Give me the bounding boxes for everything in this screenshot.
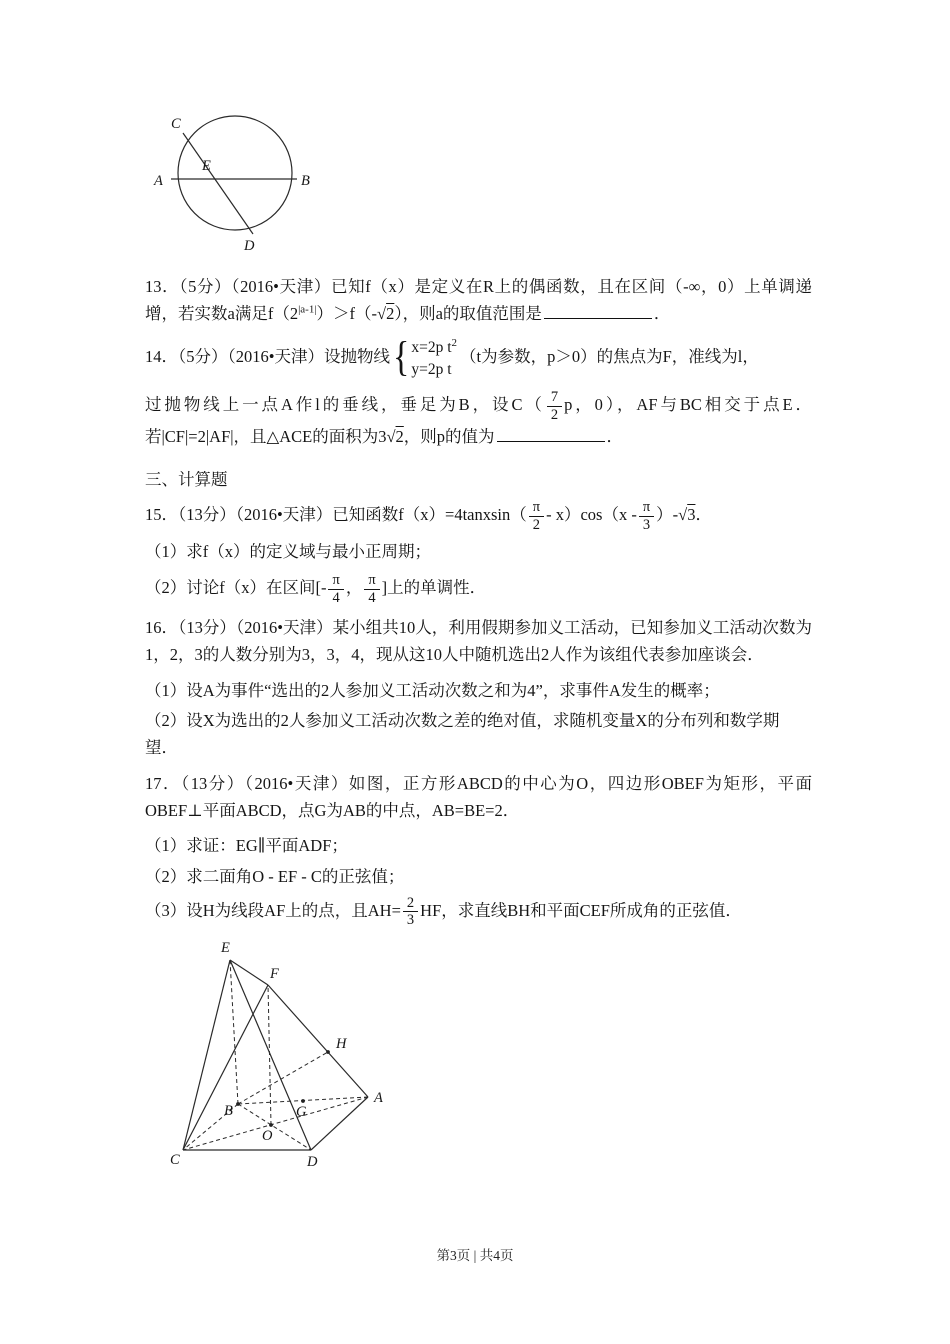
q13-exponent: |a-1| [298, 303, 317, 316]
question-14 [145, 336, 812, 380]
question-16-part-2: （2）设X为选出的2人参加义工活动次数之差的绝对值，求随机变量X的分布列和数学期望． [145, 711, 780, 758]
question-17-part-3 [145, 895, 812, 929]
label-O: O [262, 1128, 273, 1145]
fraction-denominator: 2 [532, 516, 541, 533]
label-E: E [202, 158, 211, 174]
question-17-part-1: （1）求证：EG∥平面ADF； [145, 836, 348, 856]
fraction-numerator: π [529, 499, 544, 517]
fraction-denominator: 3 [642, 516, 651, 533]
edge-FC [183, 985, 268, 1150]
question-13 [145, 274, 812, 327]
fraction-pi-3 [639, 499, 654, 533]
equation-x-exponent: 2 [451, 337, 458, 350]
fraction-denominator: 3 [406, 912, 415, 929]
radicand: 2 [395, 426, 404, 446]
label-C: C [170, 1152, 180, 1169]
left-brace: { [393, 334, 410, 381]
question-16: 16．（13分）（2016•天津）某小组共10人，利用假期参加义工活动，已知参加义工活动次数为1，2，3的人数分别为3，3，4，现从这10人中随机选出2人作为该组代表参加座谈会． [145, 618, 812, 665]
fraction-numerator: π [364, 572, 379, 590]
q15-text-3: ）- [656, 504, 679, 524]
q13-text-4: ． [653, 303, 671, 323]
q15-text-1: 15．（13分）（2016•天津）已知函数f（x）=4tanxsin（ [145, 504, 527, 524]
point-H [326, 1050, 330, 1054]
q13-answer-blank [544, 302, 652, 319]
q15-text-4: ． [695, 504, 712, 524]
edge-FA [268, 985, 368, 1097]
label-F: F [270, 966, 279, 983]
point-G [301, 1099, 305, 1103]
fraction-numerator: π [639, 499, 654, 517]
point-dots [236, 1050, 330, 1127]
q15-part2-text-2: ， [345, 577, 363, 597]
equation-lines [411, 336, 457, 380]
solid-edges [183, 960, 368, 1150]
label-B: B [301, 173, 310, 189]
question-15-part-1: （1）求f（x）的定义域与最小正周期； [145, 542, 431, 562]
section-3-heading: 三、计算题 [145, 469, 228, 489]
label-A: A [154, 173, 163, 189]
point-O [269, 1123, 273, 1127]
radical-sign: √ [678, 504, 688, 524]
question-16-part-1: （1）设A为事件“选出的2人参加义工活动次数之和为4”，求事件A发生的概率； [145, 680, 720, 700]
edge-CE [183, 960, 230, 1150]
parametric-equations [393, 336, 457, 380]
chord-CD [183, 133, 253, 234]
equation-y: y=2p t [411, 360, 452, 378]
equation-x-body: x=2p t [411, 339, 452, 357]
q13-text-2: ）＞f（- [316, 303, 378, 323]
radical-sign: √ [377, 303, 387, 323]
q13-text-1: 13．（5分）（2016•天津）已知f（x）是定义在R上的偶函数，且在区间（-∞，0）上单调递增，若实数a满足f（2 [145, 277, 812, 323]
equation-x [411, 336, 457, 359]
solid-figure [153, 937, 405, 1179]
q14-text-6: ． [606, 426, 624, 446]
question-17-part-2: （2）求二面角O - EF - C的正弦值； [145, 867, 405, 887]
q15-part2-text-1: （2）讨论f（x）在区间[- [145, 577, 327, 597]
segment-BH [238, 1052, 328, 1104]
label-D: D [244, 238, 255, 254]
radicand: 2 [386, 303, 395, 323]
circle-outline [178, 116, 292, 230]
sqrt-2-expression [377, 304, 394, 323]
q14-text-2: （t为参数，p＞0）的焦点为F，准线为l， [460, 347, 759, 367]
fraction-denominator: 4 [332, 589, 340, 606]
q13-text-3: ），则a的取值范围是 [394, 303, 542, 323]
solid-hidden-edges [183, 960, 368, 1150]
label-B: B [224, 1103, 233, 1120]
circle-figure [147, 106, 319, 258]
page-footer: 第3页 | 共4页 [436, 1248, 514, 1263]
edge-BE-hidden [230, 960, 238, 1104]
q14-text-1: 14．（5分）（2016•天津）设抛物线 [145, 347, 391, 367]
fraction-pi-4 [364, 572, 379, 606]
q14-answer-blank [497, 425, 605, 442]
fraction-denominator: 4 [368, 589, 376, 606]
q17-part3-text-1: （3）设H为线段AF上的点，且AH= [145, 900, 401, 920]
q15-part2-text-3: ]上的单调性． [381, 577, 487, 597]
fraction-numerator: 7 [547, 389, 562, 407]
q15-text-2: - x）cos（x - [546, 504, 637, 524]
sqrt-3-expression [678, 505, 695, 524]
fraction-pi-2 [529, 499, 544, 533]
question-14-continued [145, 389, 812, 450]
question-15 [145, 499, 812, 533]
label-A: A [374, 1090, 383, 1107]
fraction-2-3 [403, 895, 418, 929]
point-B [236, 1102, 240, 1106]
label-H: H [336, 1036, 347, 1053]
question-17: 17．（13分）（2016•天津）如图，正方形ABCD的中心为O，四边形OBEF为矩形，平面OBEF⊥平面ABCD，点G为AB的中点，AB=BE=2． [145, 773, 812, 820]
q14-text-4: p，0），AF与BC相交于点E．若|CF|=2|AF|，且△ACE的面积为3 [145, 395, 812, 446]
label-E: E [221, 940, 230, 957]
label-D: D [307, 1154, 318, 1171]
question-15-part-2 [145, 572, 812, 606]
q14-text-3: 过抛物线上一点A作l的垂线，垂足为B，设C（ [145, 395, 545, 415]
fraction-numerator: 2 [403, 895, 418, 913]
label-G: G [296, 1104, 307, 1121]
fraction-denominator: 2 [550, 407, 559, 424]
fraction-numerator: π [328, 572, 343, 590]
fraction-pi-4 [328, 572, 343, 606]
fraction-7-2 [547, 389, 562, 423]
q17-part3-text-2: HF，求直线BH和平面CEF所成角的正弦值． [420, 900, 742, 920]
radical-sign: √ [386, 426, 396, 446]
label-C: C [171, 116, 181, 132]
radicand: 3 [687, 504, 696, 524]
sqrt-2-expression [386, 427, 403, 446]
q14-text-5: ，则p的值为 [403, 426, 495, 446]
